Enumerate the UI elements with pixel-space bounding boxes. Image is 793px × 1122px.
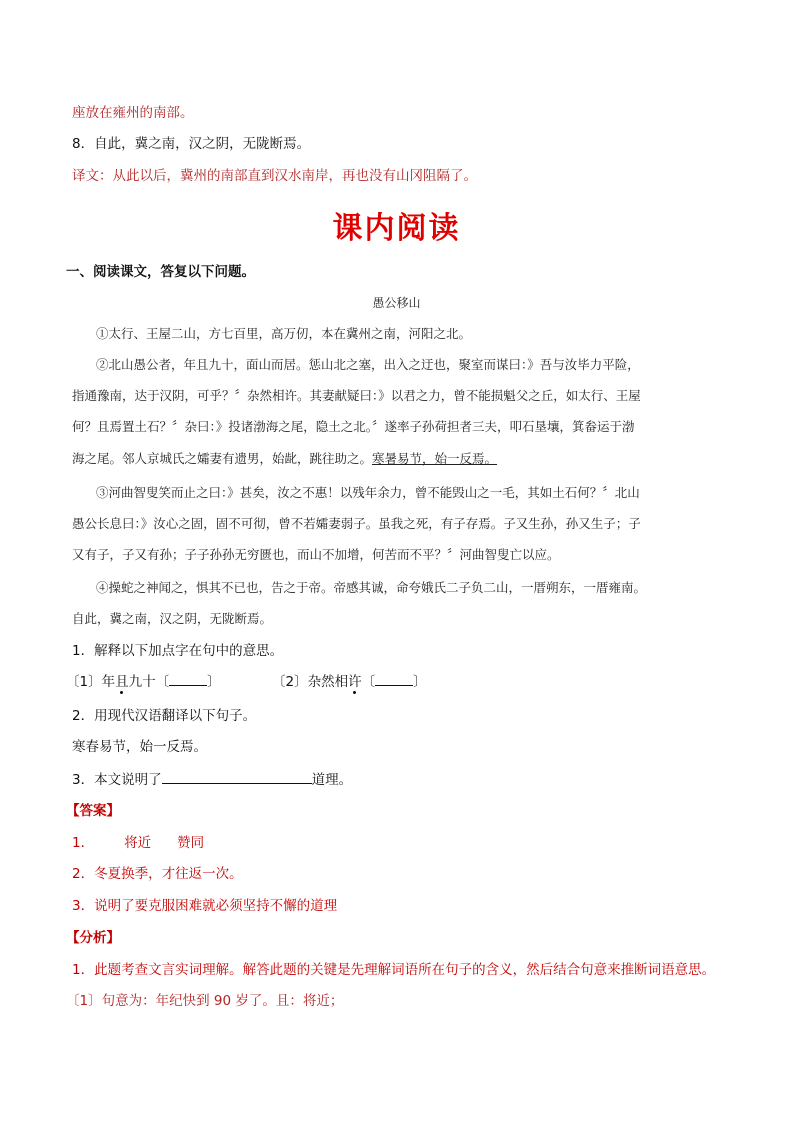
answer-1-number: 1． [72,835,95,851]
analysis-line-2: 〔1〕句意为：年纪快到 90 岁了。且：将近； [66,993,344,1009]
q1a-dotted-char: 且 [115,674,129,690]
answer-label: 【答案】 [66,803,120,819]
passage-paragraph-2-line-1: ②北山愚公者，年且九十，面山而居。惩山北之塞，出入之迂也，聚室而谋曰：》吾与汝毕力平险， [96,357,640,372]
answer-3: 3．说明了要克服困难就必须坚持不懈的道理 [72,898,338,914]
q1b-dotted-char: 许 [348,674,362,690]
item-8-translation: 译文：从此以后，冀州的南部直到汉水南岸，再也没有山冈阻隔了。 [72,168,477,184]
q3-answer-blank[interactable] [162,770,312,784]
answer-2: 2．冬夏换季，才往返一次。 [72,866,243,882]
section-title: 课内阅读 [332,211,461,246]
question-1a [66,672,221,691]
passage-paragraph-2-line-4 [72,450,722,468]
passage-paragraph-3-line-3: 又有子，子又有孙；子子孙孙无穷匮也，而山不加增，何苦而不平？〞河曲智叟亡以应。 [72,547,560,562]
passage-paragraph-2-line-2: 指通豫南，达于汉阴，可乎？〞杂然相许。其妻献疑曰：》以君之力，曾不能损魁父之丘，如太行、王屋 [72,388,641,403]
question-2: 2．用现代汉语翻译以下句子。 [72,708,257,724]
question-1: 1．解释以下加点字在句中的意思。 [72,643,284,659]
q3-suffix: 道理。 [311,772,353,788]
analysis-label: 【分析】 [66,930,120,946]
passage-paragraph-3-line-2: 愚公长息曰：》汝心之固，固不可彻，曾不若孀妻弱子。虽我之死，有子存焉。子又生孙，孙又生子；子 [72,516,641,531]
q1b-close: 〕 [413,674,427,690]
underlined-sentence: 寒暑易节，始一反焉。 [372,451,498,466]
q1a-text: 九十〔 [128,674,170,690]
continued-text: 座放在雍州的南部。 [72,105,194,121]
item-8: 8．自此，冀之南，汉之阴，无陇断焉。 [72,136,311,152]
question-3 [72,770,352,789]
question-1b [272,672,427,691]
question-header: 一、阅读课文，答复以下问题。 [66,264,255,280]
q1b-answer-blank[interactable] [375,672,413,686]
passage-paragraph-1: ①太行、王屋二山，方七百里，高万仞，本在冀州之南，河阳之北。 [96,326,472,341]
passage-text: 海之尾。邻人京城氏之孀妻有遗男，始龀，跳往助之。 [72,451,373,466]
passage-paragraph-4-line-2: 自此，冀之南，汉之阴，无陇断焉。 [72,611,273,626]
answer-1 [72,834,204,852]
passage-title: 愚公移山 [372,296,421,310]
analysis-line-1: 1．此题考查文言实词理解。解答此题的关键是先理解词语所在句子的含义，然后结合句意来推断词语意思。 [72,962,716,978]
passage-paragraph-4-line-1: ④操蛇之神闻之，惧其不已也，告之于帝。帝感其诚，命夸娥氏二子负二山，一厝朔东，一厝雍南。 [96,580,647,595]
passage-paragraph-2-line-3: 何？且焉置土石？〞杂曰：》投诸渤海之尾，隐土之北。〞遂率子孙荷担者三夫，叩石垦壤，箕畚运于渤 [72,419,635,434]
q1b-text: 〔 [361,674,376,690]
answer-1-value-2: 赞同 [177,835,205,851]
q1a-prefix: 〔1〕年 [66,674,116,690]
question-2-sentence: 寒春易节，始一反焉。 [72,739,207,755]
answer-1-value-1: 将近 [124,835,152,851]
q1a-answer-blank[interactable] [169,672,207,686]
q1b-prefix: 〔2〕杂然相 [272,674,349,690]
passage-paragraph-3-line-1: ③河曲智叟笑而止之曰：》甚矣，汝之不惠！以残年余力，曾不能毁山之一毛，其如土石何？〞北山 [96,485,640,500]
q3-prefix: 3．本文说明了 [72,772,162,788]
q1a-close: 〕 [207,674,221,690]
